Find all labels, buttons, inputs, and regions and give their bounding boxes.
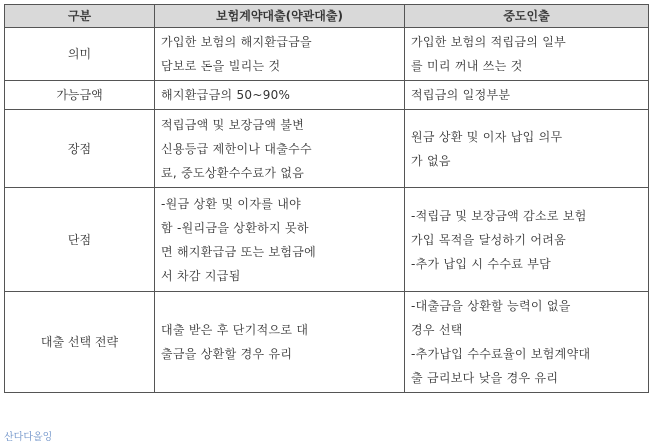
policy-loan-cell bbox=[155, 81, 405, 110]
cell-line: -적립금 및 보장금액 감소로 보험 bbox=[411, 208, 587, 223]
cell-line: 담보로 돈을 빌리는 것 bbox=[161, 59, 281, 73]
cell-line: -추가 납입 시 수수료 부담 bbox=[411, 256, 552, 271]
table-row-available-amount bbox=[5, 81, 649, 110]
source-caption: 산다다올잉 bbox=[4, 432, 53, 443]
cell-line: 원금 상환 및 이자 납입 의무 bbox=[411, 129, 563, 144]
cell-line: 출금을 상환할 경우 유리 bbox=[161, 347, 293, 361]
cell-line: 해지환급금의 50~90% bbox=[161, 88, 291, 102]
header-category: 구분 bbox=[5, 5, 155, 28]
policy-loan-cell bbox=[155, 110, 405, 188]
withdrawal-cell bbox=[405, 110, 649, 188]
cell-line: 를 미리 꺼내 쓰는 것 bbox=[411, 59, 523, 73]
row-label: 대출 선택 전략 bbox=[5, 292, 155, 393]
table-row-disadvantages bbox=[5, 188, 649, 292]
cell-line: 가입 목적을 달성하기 어려움 bbox=[411, 232, 567, 247]
withdrawal-cell bbox=[405, 28, 649, 81]
cell-line: -대출금을 상환할 능력이 없을 bbox=[411, 299, 571, 313]
cell-line: 서 차감 지급됨 bbox=[161, 268, 241, 283]
cell-line: -추가납입 수수료율이 보험계약대 bbox=[411, 347, 591, 361]
cell-line: 면 해지환급금 또는 보험금에 bbox=[161, 244, 317, 259]
cell-line: 료, 중도상환수수료가 없음 bbox=[161, 165, 305, 180]
withdrawal-cell bbox=[405, 188, 649, 292]
policy-loan-cell bbox=[155, 292, 405, 393]
cell-line: 적립금액 및 보장금액 불변 bbox=[161, 117, 305, 132]
comparison-table bbox=[4, 4, 649, 393]
cell-line: 적립금의 일정부분 bbox=[411, 88, 511, 102]
table-row-meaning bbox=[5, 28, 649, 81]
cell-line: 대출 받은 후 단기적으로 대 bbox=[161, 323, 309, 337]
cell-line: 신용등급 제한이나 대출수수 bbox=[161, 141, 312, 156]
withdrawal-cell bbox=[405, 292, 649, 393]
cell-line: 출 금리보다 낮을 경우 유리 bbox=[411, 371, 559, 385]
row-label: 가능금액 bbox=[5, 81, 155, 110]
policy-loan-cell bbox=[155, 28, 405, 81]
cell-line: 가 없음 bbox=[411, 153, 451, 168]
cell-line: 경우 선택 bbox=[411, 323, 463, 337]
row-label: 의미 bbox=[5, 28, 155, 81]
table-row-strategy bbox=[5, 292, 649, 393]
header-row bbox=[5, 5, 649, 28]
cell-line: 가입한 보험의 적립금의 일부 bbox=[411, 35, 567, 49]
cell-line: -원금 상환 및 이자를 내야 bbox=[161, 196, 302, 211]
row-label: 단점 bbox=[5, 188, 155, 292]
cell-line: 함 -원리금을 상환하지 못하 bbox=[161, 220, 309, 235]
header-partial-withdrawal: 중도인출 bbox=[405, 5, 649, 28]
policy-loan-cell bbox=[155, 188, 405, 292]
withdrawal-cell bbox=[405, 81, 649, 110]
cell-line: 가입한 보험의 해지환급금을 bbox=[161, 35, 312, 49]
row-label: 장점 bbox=[5, 110, 155, 188]
table-row-advantages bbox=[5, 110, 649, 188]
header-policy-loan: 보험계약대출(약관대출) bbox=[155, 5, 405, 28]
